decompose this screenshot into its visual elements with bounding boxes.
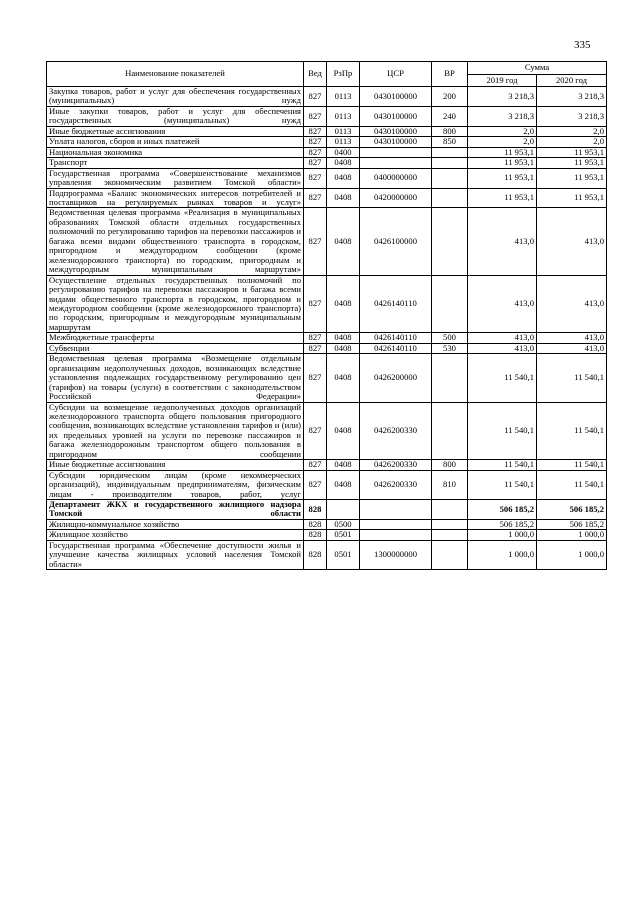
table-row bbox=[47, 126, 607, 136]
table-row bbox=[47, 402, 607, 460]
row-sum-2020: 1 000,0 bbox=[537, 530, 607, 540]
row-name: Жилищно-коммунальное хозяйство bbox=[47, 519, 304, 529]
row-sum-2020: 2,0 bbox=[537, 137, 607, 147]
row-ved: 827 bbox=[304, 343, 327, 353]
row-vr bbox=[432, 540, 468, 569]
row-sum-2019: 1 000,0 bbox=[468, 530, 537, 540]
row-sum-2019: 11 540,1 bbox=[468, 460, 537, 470]
row-csr: 0426200330 bbox=[360, 470, 432, 499]
row-sum-2019: 2,0 bbox=[468, 126, 537, 136]
row-sum-2019: 3 218,3 bbox=[468, 87, 537, 107]
row-sum-2020: 413,0 bbox=[537, 275, 607, 333]
row-rzpr: 0400 bbox=[327, 147, 360, 157]
row-vr: 200 bbox=[432, 87, 468, 107]
header-year-2019: 2019 год bbox=[468, 75, 537, 87]
row-sum-2020: 11 540,1 bbox=[537, 402, 607, 460]
table-row bbox=[47, 343, 607, 353]
table-row bbox=[47, 106, 607, 126]
row-csr: 0426140110 bbox=[360, 333, 432, 343]
row-ved: 827 bbox=[304, 402, 327, 460]
row-ved: 827 bbox=[304, 137, 327, 147]
row-vr bbox=[432, 519, 468, 529]
row-csr bbox=[360, 519, 432, 529]
row-vr: 810 bbox=[432, 470, 468, 499]
row-vr: 800 bbox=[432, 460, 468, 470]
table-row bbox=[47, 333, 607, 343]
row-sum-2020: 11 540,1 bbox=[537, 470, 607, 499]
row-rzpr: 0113 bbox=[327, 87, 360, 107]
table-row bbox=[47, 530, 607, 540]
row-rzpr: 0113 bbox=[327, 137, 360, 147]
row-csr: 0430100000 bbox=[360, 137, 432, 147]
row-name: Государственная программа «Совершенствование механизмов управления экономическим развитием Томской области» bbox=[47, 168, 304, 188]
row-ved: 828 bbox=[304, 519, 327, 529]
table-row bbox=[47, 500, 607, 520]
row-name: Подпрограмма «Баланс экономических интересов потребителей и поставщиков на регулируемых рынках товаров и услуг» bbox=[47, 188, 304, 208]
header-year-2020: 2020 год bbox=[537, 75, 607, 87]
row-sum-2019: 506 185,2 bbox=[468, 519, 537, 529]
row-name: Иные закупки товаров, работ и услуг для обеспечения государственных (муниципальных) нужд bbox=[47, 106, 304, 126]
row-vr: 800 bbox=[432, 126, 468, 136]
header-rzpr: РзПр bbox=[327, 62, 360, 87]
row-ved: 827 bbox=[304, 354, 327, 402]
row-rzpr: 0408 bbox=[327, 168, 360, 188]
row-name: Ведомственная целевая программа «Реализация в муниципальных образованиях Томской области отдельных государственных полномочий по регулированию тарифов на перевозки пассажиров и багажа всеми видами общественного транспорта в городском, пригородном и междугородном сообщении (кроме железнодорожного транспорта) по городским, пригородным и междугородным муниципальным маршрутам» bbox=[47, 208, 304, 275]
row-rzpr: 0501 bbox=[327, 530, 360, 540]
row-vr bbox=[432, 354, 468, 402]
row-ved: 827 bbox=[304, 333, 327, 343]
page-number: 335 bbox=[574, 39, 591, 51]
row-csr: 1300000000 bbox=[360, 540, 432, 569]
row-sum-2019: 3 218,3 bbox=[468, 106, 537, 126]
row-ved: 827 bbox=[304, 87, 327, 107]
row-rzpr: 0408 bbox=[327, 402, 360, 460]
row-sum-2019: 11 953,1 bbox=[468, 168, 537, 188]
row-vr bbox=[432, 530, 468, 540]
row-ved: 828 bbox=[304, 540, 327, 569]
row-rzpr: 0408 bbox=[327, 188, 360, 208]
row-rzpr: 0500 bbox=[327, 519, 360, 529]
table-row bbox=[47, 158, 607, 168]
table-row bbox=[47, 275, 607, 333]
row-ved: 827 bbox=[304, 158, 327, 168]
row-ved: 827 bbox=[304, 168, 327, 188]
row-csr: 0430100000 bbox=[360, 106, 432, 126]
row-vr bbox=[432, 402, 468, 460]
row-sum-2020: 2,0 bbox=[537, 126, 607, 136]
row-sum-2019: 2,0 bbox=[468, 137, 537, 147]
row-sum-2019: 11 953,1 bbox=[468, 188, 537, 208]
row-csr: 0426100000 bbox=[360, 208, 432, 275]
row-ved: 827 bbox=[304, 147, 327, 157]
row-name: Осуществление отдельных государственных полномочий по регулированию тарифов на перевозки пассажиров и багажа всеми видами общественного транспорта в городском, пригородном и междугородном сообщении (кроме железнодорожного транспорта) по городским, пригородным и междугородным муниципальным маршрутам bbox=[47, 275, 304, 333]
row-name: Национальная экономика bbox=[47, 147, 304, 157]
row-rzpr: 0408 bbox=[327, 343, 360, 353]
row-rzpr: 0408 bbox=[327, 470, 360, 499]
table-body bbox=[47, 87, 607, 570]
row-rzpr: 0408 bbox=[327, 460, 360, 470]
table-row bbox=[47, 354, 607, 402]
row-ved: 827 bbox=[304, 208, 327, 275]
header-vr: ВР bbox=[432, 62, 468, 87]
row-csr: 0420000000 bbox=[360, 188, 432, 208]
row-name: Государственная программа «Обеспечение доступности жилья и улучшение качества жилищных условий населения Томской области» bbox=[47, 540, 304, 569]
row-sum-2019: 1 000,0 bbox=[468, 540, 537, 569]
row-csr bbox=[360, 530, 432, 540]
row-sum-2020: 3 218,3 bbox=[537, 87, 607, 107]
row-name: Иные бюджетные ассигнования bbox=[47, 460, 304, 470]
row-csr: 0426140110 bbox=[360, 343, 432, 353]
row-csr: 0426140110 bbox=[360, 275, 432, 333]
row-name: Субвенции bbox=[47, 343, 304, 353]
row-vr bbox=[432, 168, 468, 188]
row-vr: 240 bbox=[432, 106, 468, 126]
row-name: Уплата налогов, сборов и иных платежей bbox=[47, 137, 304, 147]
row-name: Межбюджетные трансферты bbox=[47, 333, 304, 343]
row-csr: 0426200330 bbox=[360, 402, 432, 460]
row-sum-2020: 11 953,1 bbox=[537, 168, 607, 188]
row-vr: 850 bbox=[432, 137, 468, 147]
table-row bbox=[47, 460, 607, 470]
header-sum: Сумма bbox=[468, 62, 607, 75]
table-row bbox=[47, 137, 607, 147]
row-ved: 827 bbox=[304, 126, 327, 136]
row-sum-2019: 11 540,1 bbox=[468, 402, 537, 460]
row-csr: 0426200000 bbox=[360, 354, 432, 402]
budget-table bbox=[46, 61, 607, 570]
row-rzpr: 0408 bbox=[327, 158, 360, 168]
row-name: Иные бюджетные ассигнования bbox=[47, 126, 304, 136]
row-sum-2020: 3 218,3 bbox=[537, 106, 607, 126]
row-sum-2020: 11 540,1 bbox=[537, 460, 607, 470]
row-sum-2020: 506 185,2 bbox=[537, 519, 607, 529]
table-row bbox=[47, 168, 607, 188]
row-rzpr: 0408 bbox=[327, 275, 360, 333]
row-sum-2019: 11 953,1 bbox=[468, 147, 537, 157]
row-rzpr: 0408 bbox=[327, 333, 360, 343]
table-row bbox=[47, 540, 607, 569]
row-ved: 827 bbox=[304, 188, 327, 208]
row-name: Транспорт bbox=[47, 158, 304, 168]
row-sum-2019: 413,0 bbox=[468, 208, 537, 275]
row-vr bbox=[432, 147, 468, 157]
table-row bbox=[47, 470, 607, 499]
row-sum-2019: 11 540,1 bbox=[468, 354, 537, 402]
row-sum-2019: 506 185,2 bbox=[468, 500, 537, 520]
row-name: Закупка товаров, работ и услуг для обеспечения государственных (муниципальных) нужд bbox=[47, 87, 304, 107]
row-ved: 827 bbox=[304, 470, 327, 499]
table-header bbox=[47, 62, 607, 87]
row-sum-2020: 1 000,0 bbox=[537, 540, 607, 569]
row-vr bbox=[432, 158, 468, 168]
table-row bbox=[47, 188, 607, 208]
row-sum-2019: 413,0 bbox=[468, 275, 537, 333]
row-rzpr: 0408 bbox=[327, 354, 360, 402]
row-vr bbox=[432, 188, 468, 208]
table-row bbox=[47, 208, 607, 275]
row-csr bbox=[360, 147, 432, 157]
row-name: Ведомственная целевая программа «Возмещение отдельным организациям недополученных доходов, возникающих вследствие установления подлежащих государственному регулированию цен (тарифов) на товары (услуги) в соответствии с законодательством Российской Федерации» bbox=[47, 354, 304, 402]
header-csr: ЦСР bbox=[360, 62, 432, 87]
row-sum-2019: 413,0 bbox=[468, 343, 537, 353]
table-row bbox=[47, 147, 607, 157]
row-name: Субсидии юридическим лицам (кроме некоммерческих организаций), индивидуальным предпринимателям, физическим лицам - производителям товаров, работ, услуг bbox=[47, 470, 304, 499]
row-sum-2020: 11 953,1 bbox=[537, 158, 607, 168]
row-ved: 827 bbox=[304, 275, 327, 333]
row-ved: 828 bbox=[304, 500, 327, 520]
row-sum-2019: 11 953,1 bbox=[468, 158, 537, 168]
row-name: Субсидии на возмещение недополученных доходов организаций железнодорожного транспорта общего пользования пригородного сообщения, возникающих вследствие установления тарифов и (или) их предельных уровней на услуги по перевозке пассажиров и багажа железнодорожным транспортом общего пользования в пригородном сообщении bbox=[47, 402, 304, 460]
row-sum-2020: 11 953,1 bbox=[537, 147, 607, 157]
row-rzpr: 0501 bbox=[327, 540, 360, 569]
table-row bbox=[47, 519, 607, 529]
header-name: Наименование показателей bbox=[47, 62, 304, 87]
row-sum-2020: 11 953,1 bbox=[537, 188, 607, 208]
row-csr: 0400000000 bbox=[360, 168, 432, 188]
row-rzpr: 0113 bbox=[327, 126, 360, 136]
row-ved: 827 bbox=[304, 460, 327, 470]
row-sum-2019: 11 540,1 bbox=[468, 470, 537, 499]
row-csr: 0426200330 bbox=[360, 460, 432, 470]
row-vr: 500 bbox=[432, 333, 468, 343]
row-vr bbox=[432, 208, 468, 275]
table-row bbox=[47, 87, 607, 107]
row-vr bbox=[432, 275, 468, 333]
row-vr: 530 bbox=[432, 343, 468, 353]
header-ved: Вед bbox=[304, 62, 327, 87]
row-rzpr bbox=[327, 500, 360, 520]
row-name: Департамент ЖКХ и государственного жилищного надзора Томской области bbox=[47, 500, 304, 520]
row-ved: 828 bbox=[304, 530, 327, 540]
row-csr bbox=[360, 500, 432, 520]
row-vr bbox=[432, 500, 468, 520]
row-rzpr: 0113 bbox=[327, 106, 360, 126]
row-sum-2020: 506 185,2 bbox=[537, 500, 607, 520]
row-ved: 827 bbox=[304, 106, 327, 126]
row-sum-2020: 413,0 bbox=[537, 333, 607, 343]
row-sum-2019: 413,0 bbox=[468, 333, 537, 343]
row-sum-2020: 413,0 bbox=[537, 208, 607, 275]
row-sum-2020: 413,0 bbox=[537, 343, 607, 353]
row-csr: 0430100000 bbox=[360, 126, 432, 136]
row-csr bbox=[360, 158, 432, 168]
row-sum-2020: 11 540,1 bbox=[537, 354, 607, 402]
row-name: Жилищное хозяйство bbox=[47, 530, 304, 540]
row-rzpr: 0408 bbox=[327, 208, 360, 275]
row-csr: 0430100000 bbox=[360, 87, 432, 107]
